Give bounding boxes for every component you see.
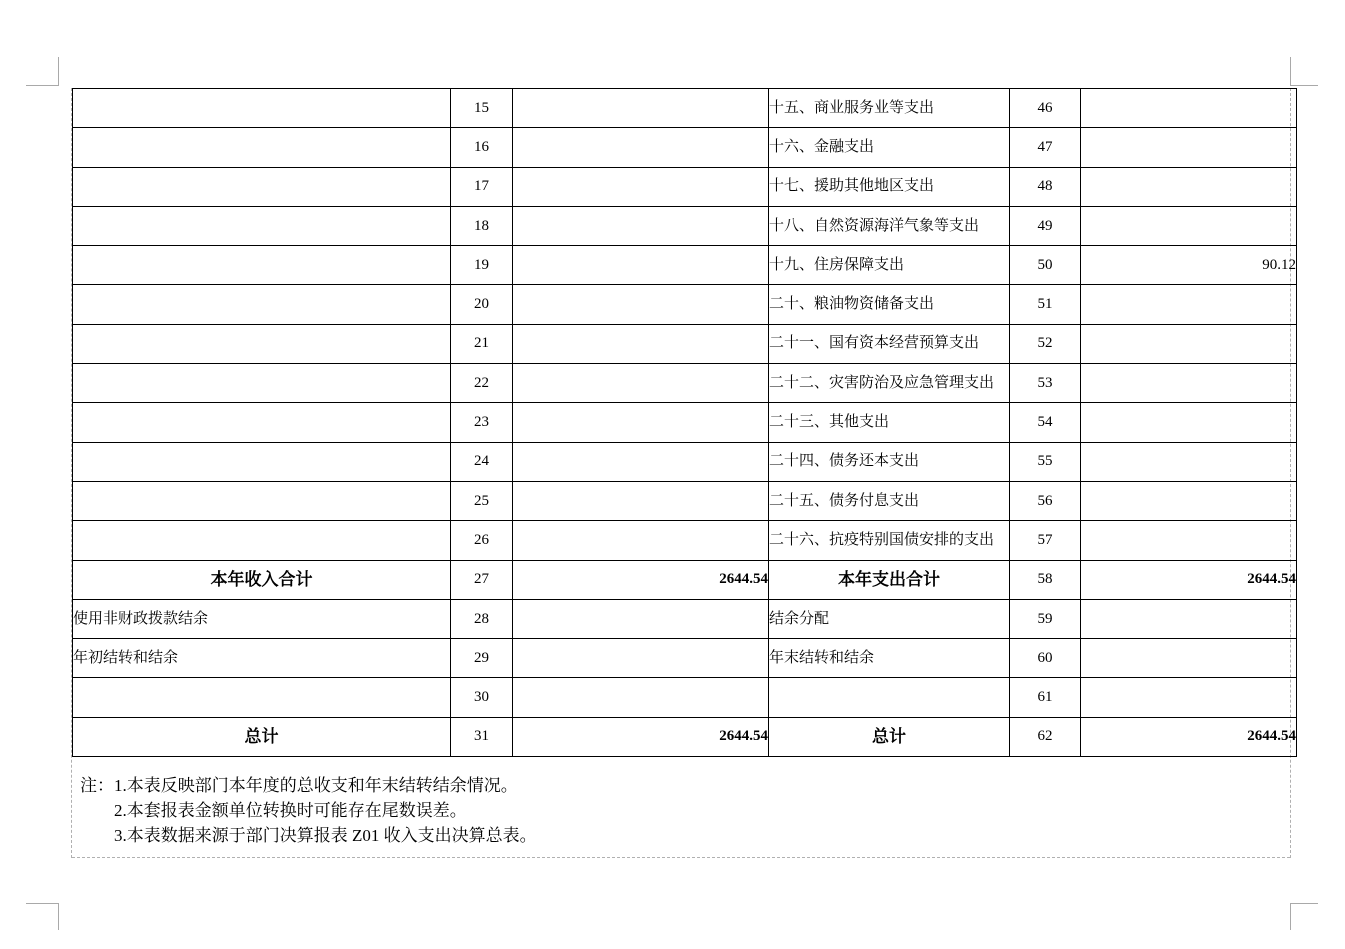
expense-label-cell: 总计 — [769, 717, 1010, 756]
income-label-cell — [73, 206, 451, 245]
income-value-cell: 2644.54 — [513, 717, 769, 756]
expense-value-cell — [1081, 678, 1297, 717]
expense-rownum-cell: 57 — [1010, 521, 1081, 560]
notes-items — [114, 773, 1290, 848]
expense-value-cell: 90.12 — [1081, 246, 1297, 285]
crop-mark-bottom-left-icon — [26, 903, 59, 930]
notes-section — [72, 757, 1290, 858]
table-row — [73, 285, 1297, 324]
income-rownum-cell: 26 — [451, 521, 513, 560]
income-rownum-cell: 28 — [451, 599, 513, 638]
expense-label-cell: 二十六、抗疫特别国债安排的支出 — [769, 521, 1010, 560]
income-label-cell: 本年收入合计 — [73, 560, 451, 599]
income-rownum-cell: 25 — [451, 481, 513, 520]
crop-mark-bottom-right-icon — [1290, 903, 1318, 930]
table-row — [73, 403, 1297, 442]
income-label-cell: 年初结转和结余 — [73, 639, 451, 678]
expense-value-cell: 2644.54 — [1081, 717, 1297, 756]
expense-label-cell: 二十、粮油物资储备支出 — [769, 285, 1010, 324]
expense-value-cell — [1081, 639, 1297, 678]
expense-label-cell: 十九、住房保障支出 — [769, 246, 1010, 285]
note-line: 3.本表数据来源于部门决算报表 Z01 收入支出决算总表。 — [114, 826, 537, 845]
income-value-cell: 2644.54 — [513, 560, 769, 599]
expense-value-cell — [1081, 481, 1297, 520]
income-value-cell — [513, 167, 769, 206]
expense-rownum-cell: 54 — [1010, 403, 1081, 442]
notes-label: 注： — [80, 776, 114, 795]
expense-label-cell — [769, 678, 1010, 717]
income-label-cell — [73, 89, 451, 128]
table-row — [73, 560, 1297, 599]
income-rownum-cell: 22 — [451, 364, 513, 403]
income-value-cell — [513, 639, 769, 678]
table-row — [73, 521, 1297, 560]
expense-label-cell: 年末结转和结余 — [769, 639, 1010, 678]
expense-value-cell: 2644.54 — [1081, 560, 1297, 599]
expense-value-cell — [1081, 167, 1297, 206]
expense-rownum-cell: 62 — [1010, 717, 1081, 756]
income-rownum-cell: 19 — [451, 246, 513, 285]
income-rownum-cell: 24 — [451, 442, 513, 481]
income-rownum-cell: 15 — [451, 89, 513, 128]
income-value-cell — [513, 481, 769, 520]
table-row — [73, 246, 1297, 285]
expense-rownum-cell: 60 — [1010, 639, 1081, 678]
expense-label-cell: 十六、金融支出 — [769, 128, 1010, 167]
expense-label-cell: 二十三、其他支出 — [769, 403, 1010, 442]
income-label-cell — [73, 324, 451, 363]
income-value-cell — [513, 599, 769, 638]
expense-rownum-cell: 52 — [1010, 324, 1081, 363]
income-label-cell — [73, 521, 451, 560]
income-label-cell — [73, 246, 451, 285]
income-rownum-cell: 16 — [451, 128, 513, 167]
expense-label-cell: 二十二、灾害防治及应急管理支出 — [769, 364, 1010, 403]
table-row — [73, 89, 1297, 128]
income-value-cell — [513, 285, 769, 324]
income-value-cell — [513, 89, 769, 128]
income-label-cell: 总计 — [73, 717, 451, 756]
income-rownum-cell: 17 — [451, 167, 513, 206]
income-rownum-cell: 18 — [451, 206, 513, 245]
expense-label-cell: 二十四、债务还本支出 — [769, 442, 1010, 481]
expense-value-cell — [1081, 364, 1297, 403]
expense-value-cell — [1081, 521, 1297, 560]
table-row — [73, 639, 1297, 678]
expense-rownum-cell: 48 — [1010, 167, 1081, 206]
table-row — [73, 167, 1297, 206]
expense-rownum-cell: 51 — [1010, 285, 1081, 324]
expense-rownum-cell: 50 — [1010, 246, 1081, 285]
expense-rownum-cell: 58 — [1010, 560, 1081, 599]
note-line: 2.本套报表金额单位转换时可能存在尾数误差。 — [114, 801, 467, 820]
expense-value-cell — [1081, 128, 1297, 167]
income-value-cell — [513, 206, 769, 245]
table-body — [73, 89, 1297, 757]
table-row — [73, 324, 1297, 363]
expense-label-cell: 十五、商业服务业等支出 — [769, 89, 1010, 128]
income-rownum-cell: 23 — [451, 403, 513, 442]
expense-label-cell: 二十五、债务付息支出 — [769, 481, 1010, 520]
table-row — [73, 599, 1297, 638]
expense-label-cell: 十七、援助其他地区支出 — [769, 167, 1010, 206]
income-value-cell — [513, 324, 769, 363]
expense-rownum-cell: 56 — [1010, 481, 1081, 520]
income-value-cell — [513, 521, 769, 560]
expense-value-cell — [1081, 442, 1297, 481]
table-row — [73, 717, 1297, 756]
table-row — [73, 442, 1297, 481]
expense-value-cell — [1081, 206, 1297, 245]
income-label-cell — [73, 678, 451, 717]
income-value-cell — [513, 364, 769, 403]
table-row — [73, 128, 1297, 167]
income-label-cell — [73, 285, 451, 324]
expense-rownum-cell: 49 — [1010, 206, 1081, 245]
income-label-cell: 使用非财政拨款结余 — [73, 599, 451, 638]
table-row — [73, 206, 1297, 245]
income-rownum-cell: 20 — [451, 285, 513, 324]
expense-rownum-cell: 47 — [1010, 128, 1081, 167]
income-label-cell — [73, 167, 451, 206]
final-accounts-table — [72, 88, 1297, 757]
income-label-cell — [73, 403, 451, 442]
income-label-cell — [73, 481, 451, 520]
note-line: 1.本表反映部门本年度的总收支和年末结转结余情况。 — [114, 776, 518, 795]
income-value-cell — [513, 246, 769, 285]
income-label-cell — [73, 442, 451, 481]
income-value-cell — [513, 403, 769, 442]
income-label-cell — [73, 128, 451, 167]
expense-label-cell: 十八、自然资源海洋气象等支出 — [769, 206, 1010, 245]
income-rownum-cell: 21 — [451, 324, 513, 363]
income-rownum-cell: 29 — [451, 639, 513, 678]
table-row — [73, 678, 1297, 717]
table-row — [73, 481, 1297, 520]
expense-rownum-cell: 61 — [1010, 678, 1081, 717]
income-rownum-cell: 27 — [451, 560, 513, 599]
income-value-cell — [513, 678, 769, 717]
expense-label-cell: 本年支出合计 — [769, 560, 1010, 599]
expense-value-cell — [1081, 285, 1297, 324]
income-rownum-cell: 31 — [451, 717, 513, 756]
expense-label-cell: 二十一、国有资本经营预算支出 — [769, 324, 1010, 363]
income-label-cell — [73, 364, 451, 403]
income-rownum-cell: 30 — [451, 678, 513, 717]
expense-rownum-cell: 46 — [1010, 89, 1081, 128]
expense-rownum-cell: 53 — [1010, 364, 1081, 403]
expense-value-cell — [1081, 599, 1297, 638]
expense-value-cell — [1081, 89, 1297, 128]
table-row — [73, 364, 1297, 403]
expense-rownum-cell: 55 — [1010, 442, 1081, 481]
expense-label-cell: 结余分配 — [769, 599, 1010, 638]
expense-value-cell — [1081, 403, 1297, 442]
expense-value-cell — [1081, 324, 1297, 363]
crop-mark-top-right-icon — [1290, 57, 1318, 86]
expense-rownum-cell: 59 — [1010, 599, 1081, 638]
income-value-cell — [513, 128, 769, 167]
crop-mark-top-left-icon — [26, 57, 59, 86]
income-value-cell — [513, 442, 769, 481]
